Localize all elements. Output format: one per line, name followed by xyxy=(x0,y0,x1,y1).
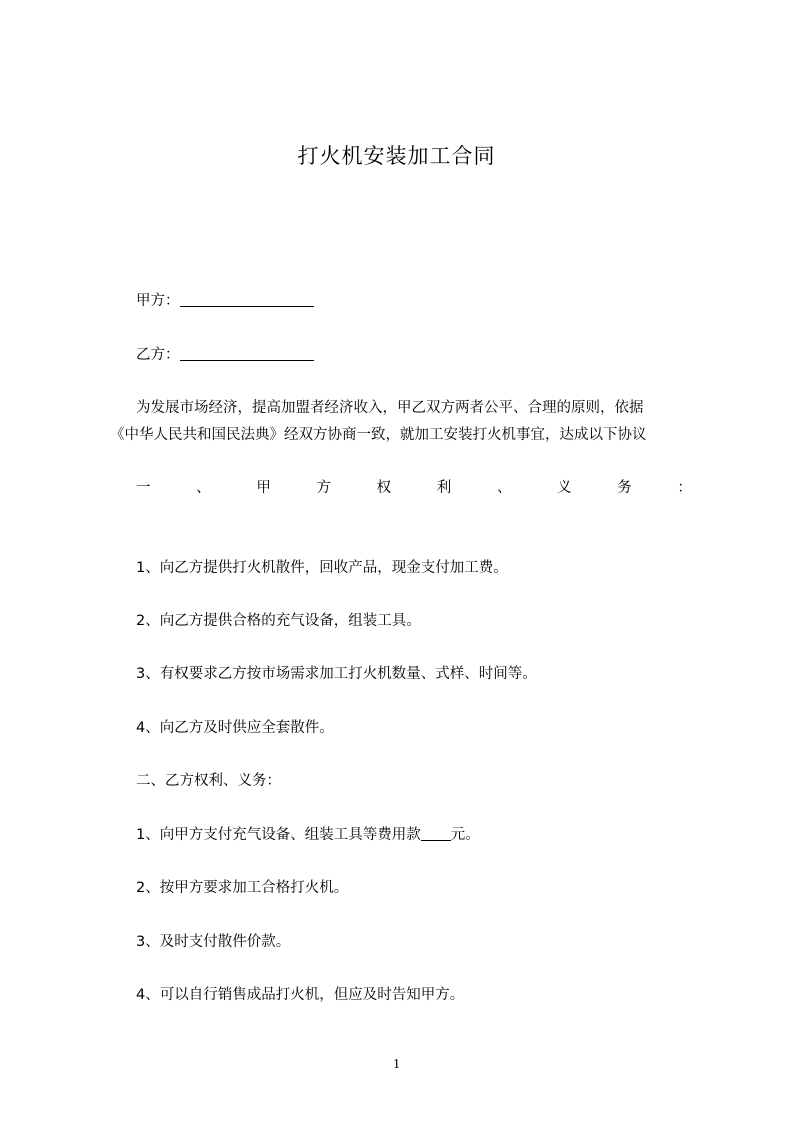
document-title: 打火机安装加工合同 xyxy=(297,144,496,168)
section1-item: 1、向乙方提供打火机散件，回收产品，现金支付加工费。 xyxy=(136,560,508,576)
amount-blank xyxy=(421,826,451,841)
section1-heading-char: 一 xyxy=(136,480,151,496)
party-a-label: 甲方： xyxy=(136,293,180,309)
section1-item: 3、有权要求乙方按市场需求加工打火机数量、式样、时间等。 xyxy=(136,666,537,682)
section1-heading-char: 务 xyxy=(617,480,632,496)
section1-heading-char: ： xyxy=(677,480,692,496)
section1-heading-char: 、 xyxy=(496,480,512,496)
section1-item: 2、向乙方提供合格的充气设备，组装工具。 xyxy=(136,613,421,629)
section2-item1-suffix: 元。 xyxy=(450,827,480,843)
section1-heading-char: 利 xyxy=(436,480,452,496)
section1-heading-char: 方 xyxy=(316,480,331,496)
intro-paragraph-line1: 为发展市场经济，提高加盟者经济收入，甲乙双方两者公平、合理的原则，依据 xyxy=(136,400,644,416)
section2-item: 3、及时支付散件价款。 xyxy=(136,934,291,950)
party-b-label: 乙方： xyxy=(136,347,180,363)
party-b-blank xyxy=(180,346,314,361)
intro-paragraph-line2: 《中华人民共和国民法典》经双方协商一致，就加工安装打火机事宜，达成以下协议 xyxy=(110,427,647,443)
section1-heading xyxy=(136,478,692,498)
section2-heading: 二、乙方权利、义务： xyxy=(136,773,281,789)
section1-item: 4、向乙方及时供应全套散件。 xyxy=(136,720,334,736)
party-a-line xyxy=(136,291,314,311)
section2-item-1 xyxy=(136,825,480,845)
section2-item: 4、可以自行销售成品打火机，但应及时告知甲方。 xyxy=(136,987,465,1003)
party-a-blank xyxy=(180,292,314,307)
section1-heading-char: 义 xyxy=(557,480,572,496)
page-number: 1 xyxy=(393,1057,400,1072)
section1-heading-char: 权 xyxy=(376,480,392,496)
section1-heading-char: 、 xyxy=(196,480,211,496)
party-b-line xyxy=(136,345,314,365)
section2-item: 2、按甲方要求加工合格打火机。 xyxy=(136,880,349,896)
section1-heading-char: 甲 xyxy=(256,480,271,496)
section2-item1-prefix: 1、向甲方支付充气设备、组装工具等费用款 xyxy=(136,827,421,843)
